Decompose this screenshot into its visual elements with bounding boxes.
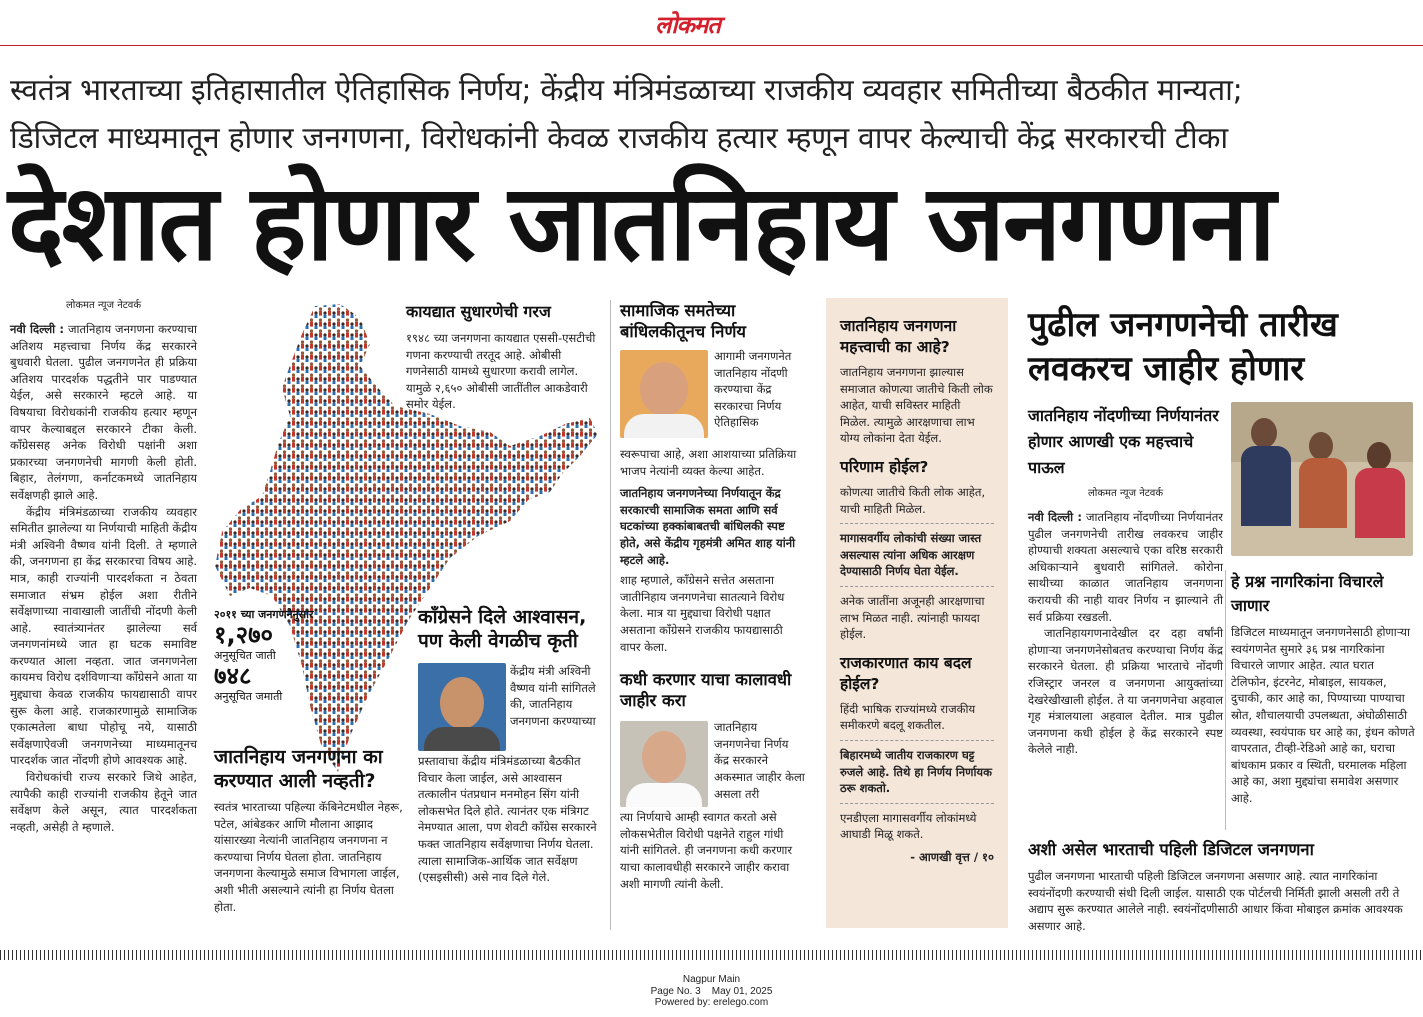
dateline: नवी दिल्ली :	[10, 322, 64, 336]
why-important-box	[826, 298, 1008, 928]
next-census-byline: लोकमत न्यूज नेटवर्क	[1087, 488, 1164, 499]
lead-body-3: विरोधकांची राज्य सरकारे जिथे आहेत, त्यापैकी काही राज्यांनी राजकीय हेतूने जात सर्वेक्षण केले असून, त्यात पारदर्शकता नव्हती, असेही ते म्हणाले.	[10, 770, 197, 834]
amit-shah-photo	[620, 350, 708, 438]
page-bottom-rule	[0, 950, 1423, 960]
st-caption: अनुसूचित जमाती	[214, 690, 283, 703]
social-equality-intro: आगामी जनगणनेत जातनिहाय नोंदणी करण्याचा केंद्र सरकारचा निर्णय ऐतिहासिक	[714, 349, 792, 430]
column-divider	[610, 300, 611, 930]
why-not-earlier-body: स्वतंत्र भारताच्या पहिल्या कॅबिनेटमधील नेहरू, पटेल, आंबेडकर आणि मौलाना आझाद यांसारख्या नेत्यांनी जातनिहाय जनगणना न करण्याचा निर्णय घेतला होता. जातनिहाय जनगणना केल्यामुळे समाज विभागला जाईल, अशी भीती असल्याने त्यांनी हा निर्णय घेतला होता.	[214, 800, 403, 914]
digital-census-story	[1028, 838, 1413, 934]
law-amendment-story	[406, 300, 596, 413]
social-equality-body-2: शाह म्हणाले, काँग्रेसने सत्तेत असताना जातीनिहाय जनगणनेचा सातत्याने विरोध केला. मात्र या मुद्द्याचा विरोधी पक्षात असताना काँग्रेसने राजकीय फायद्यासाठी वापर केला.	[620, 573, 785, 654]
vaishnaw-photo	[418, 663, 506, 751]
congress-promise-head: काँग्रेसने दिले आश्वासन, पण केली वेगळीच कृती	[418, 606, 587, 652]
powered-by: Powered by: erelego.com	[654, 997, 769, 1008]
box-para-5: हिंदी भाषिक राज्यांमध्ये राजकीय समीकरणे बदलू शकतील.	[840, 701, 976, 733]
next-census-subhead: जातनिहाय नोंदणीच्या निर्णयानंतर होणार आणखी एक महत्त्वाचे पाऊल	[1028, 406, 1219, 477]
next-census-paragraph	[1028, 509, 1223, 625]
subhead-line-1: स्वतंत्र भारताच्या इतिहासातील ऐतिहासिक निर्णय; केंद्रीय मंत्रिमंडळाच्या राजकीय व्यवहार समितीच्या बैठकीत मान्यता;	[10, 73, 1243, 108]
timeline-demand-intro: जातनिहाय जनगणनेचा निर्णय केंद्र सरकारने अकस्मात जाहीर केला असला तरी	[714, 720, 805, 801]
lead-paragraph	[10, 321, 197, 504]
why-not-earlier-story	[214, 745, 404, 915]
why-not-earlier-head: जातनिहाय जनगणना का करण्यात आली नव्हती?	[214, 746, 383, 792]
sc-count: १,२७०	[214, 621, 274, 649]
congress-promise-story	[418, 605, 603, 886]
sc-caption: अनुसूचित जाती	[214, 649, 276, 662]
digital-census-head: अशी असेल भारताची पहिली डिजिटल जनगणना	[1028, 840, 1314, 859]
masthead	[0, 0, 1423, 46]
next-census-body-2: जातनिहायगणनादेखील दर दहा वर्षांनी होणाऱ्या जनगणनेसोबतच करण्याचा निर्णय केंद्र सरकारने घेतला. ही प्रक्रिया भारताचे नोंदणी रजिस्ट्रार जनरल व जनगणना आयुक्तांच्या देखरेखीखाली होईल. ते या जनगणनेचा अहवाल गृह मंत्रालयाला अहवाल देतील. मात्र पुढील जनगणना कधी होईल हे केंद्र सरकारने स्पष्ट केलेले नाही.	[1028, 626, 1223, 757]
next-census-body: जातनिहाय नोंदणीच्या निर्णयानंतर पुढील जनगणनेची तारीख लवकरच जाहीर होण्याची शक्यता असल्याचे एका वरिष्ठ सरकारी अधिकाऱ्याने बुधवारी सांगितले. कोरोना साथीच्या काळात जातनिहाय जनगणना करायची की नाही यावर निर्णय न झाल्याने ती सर्व प्रक्रिया रखडली.	[1028, 510, 1224, 624]
column-divider-right	[1225, 570, 1226, 830]
congress-promise-body: प्रस्तावाचा केंद्रीय मंत्रिमंडळाच्या बैठकीत विचार केला जाईल, असे आश्वासन तत्कालीन पंतप्रधान मनमोहन सिंग यांनी लोकसभेत दिले होते. त्यानंतर एक मंत्रिगट नेमण्यात आला, पण शेवटी काँग्रेस सरकारने फक्त जातनिहाय सर्वेक्षणाचा निर्णय घेतला. त्याला सामाजिक-आर्थिक जात सर्वेक्षण (एसइसीसी) असे नाव दिले गेले.	[418, 754, 597, 885]
next-census-dateline: नवी दिल्ली :	[1028, 510, 1083, 524]
lead-body: जातनिहाय जनगणना करण्याचा अतिशय महत्त्वाचा निर्णय केंद्र सरकारने बुधवारी घेतला. पुढील जनगणनेत ही प्रक्रिया अतिशय पारदर्शक पद्धतीने पार पाडण्यात येईल, असे सरकारने म्हटले आहे. या विषयाचा विरोधकांनी राजकीय हत्यार म्हणून वापर केल्याबद्दल सरकारने टीका केली. काँग्रेससह अनेक विरोधी पक्षांनी अशा प्रकारच्या जनगणनेची मागणी केली होती. बिहार, तेलंगणा, कर्नाटकमध्ये जातनिहाय सर्वेक्षणही झाले आहे.	[10, 322, 197, 502]
social-equality-body: स्वरूपाचा आहे, अशा आशयाच्या प्रतिक्रिया भाजप नेत्यांनी व्यक्त केल्या आहेत.	[620, 447, 797, 478]
page-headline: देशात होणार जातनिहाय जनगणना	[8, 162, 1274, 284]
lokmat-logo: लोकमत	[655, 10, 720, 39]
timeline-demand-body: त्या निर्णयाचे आम्ही स्वागत करतो असे लोकसभेतील विरोधी पक्षनेते राहुल गांधी यांनी सांगितले. ही जनगणना कधी करणार याचा कालावधीही सरकारने जाहीर करावा अशी मागणी त्यांनी केली.	[620, 810, 793, 891]
questions-body: डिजिटल माध्यमातून जनगणनेसाठी होणाऱ्या स्वयंगणनेत सुमारे ३६ प्रश्न नागरिकांना विचारले जाणार आहेत. त्यात घरात टेलिफोन, इंटरनेट, मोबाइल, सायकल, दुचाकी, कार आहे का, पिण्याच्या पाण्याचा स्रोत, शौचालयाची उपलब्धता, अंघोळीसाठी व्यवस्था, स्वयंपाक घर आहे का, इंधन कोणते वापरतात, टीव्ही-रेडिओ आहे का, घराचा बांधकाम प्रकार व स्थिती, घरमालक महिला आहे का, अशा मुद्द्यांचा समावेश असणार आहे.	[1231, 625, 1415, 805]
box-para-6: बिहारमध्ये जातीय राजकारण घट्ट रुजले आहे. तिथे हा निर्णय निर्णायक ठरू शकतो.	[840, 747, 992, 796]
social-equality-head: सामाजिक समतेच्या बांधिलकीतूनच निर्णय	[620, 301, 746, 341]
lead-story	[10, 297, 197, 835]
continued-marker: - आणखी वृत्त / १०	[910, 849, 994, 864]
box-para-7: एनडीएला मागासवर्गीय लोकांमध्ये आघाडी मिळू शकते.	[840, 810, 977, 842]
census-label: २०११ च्या जनगणनेनुसार	[214, 608, 314, 621]
next-census-headline: पुढील जनगणनेची तारीख लवकरच जाहीर होणार	[1028, 305, 1338, 389]
timeline-demand-head: कधी करणार याचा कालावधी जाहीर करा	[620, 670, 792, 711]
box-head-1: जातनिहाय जनगणना महत्त्वाची का आहे?	[840, 317, 957, 356]
page-date: May 01, 2025	[711, 985, 773, 997]
questions-story	[1231, 570, 1416, 807]
rahul-gandhi-photo	[620, 721, 708, 807]
byline: लोकमत न्यूज नेटवर्क	[65, 300, 142, 311]
box-para-3: मागासवर्गीय लोकांची संख्या जास्त असल्यास त्यांना अधिक आरक्षण देण्यासाठी निर्णय घेता येईल.	[840, 531, 982, 579]
box-para-2: कोणत्या जातीचे किती लोक आहेत, याची माहिती मिळेल.	[840, 484, 986, 516]
census-survey-photo	[1231, 402, 1413, 556]
page-number: Page No. 3	[650, 985, 701, 997]
census-figures	[214, 608, 314, 703]
box-para-4: अनेक जातींना अजूनही आरक्षणाचा लाभ मिळत नाही. त्यांनाही फायदा होईल.	[840, 593, 985, 642]
box-head-3: राजकारणात काय बदल होईल?	[840, 653, 972, 693]
st-count: ७४८	[214, 662, 252, 690]
law-amendment-head: कायद्यात सुधारणेची गरज	[406, 302, 551, 321]
subhead-line-2: डिजिटल माध्यमातून होणार जनगणना, विरोधकांनी केवळ राजकीय हत्यार म्हणून वापर केल्याची केंद्र सरकारची टीका	[10, 121, 1228, 156]
box-head-2: परिणाम होईल?	[840, 457, 929, 476]
social-equality-quote: जातनिहाय जनगणनेच्या निर्णयातून केंद्र सरकारची सामाजिक समता आणि सर्व घटकांच्या हक्कांबाबतची बांधिलकी स्पष्ट होते, असे केंद्रीय गृहमंत्री अमित शाह यांनी म्हटले आहे.	[620, 486, 796, 567]
epaper-footer	[0, 974, 1423, 1009]
edition-name: Nagpur Main	[682, 974, 741, 985]
digital-census-body: पुढील जनगणना भारताची पहिली डिजिटल जनगणना असणार आहे. त्यात नागरिकांना स्वयंनोंदणी करण्याची संधी दिली जाईल. यासाठी एक पोर्टलची निर्मिती झाली असली तरी ते अद्याप सुरू करण्यात आलेले नाही. स्वयंनोंदणीसाठी आधार किंवा मोबाइल क्रमांक आवश्यक असणार आहे.	[1028, 869, 1403, 933]
questions-head: हे प्रश्न नागरिकांना विचारले जाणार	[1231, 572, 1384, 615]
lead-body-2: केंद्रीय मंत्रिमंडळाच्या राजकीय व्यवहार समितीत झालेल्या या निर्णयाची माहिती केंद्रीय मंत्री अश्विनी वैष्णव यांनी दिली. ते म्हणाले की, जनगणना हा केंद्र सरकारचा विषय आहे. मात्र, काही राज्यांनी पारदर्शकता न ठेवता समाजात संभ्रम होईल अशा रीतीने सर्वेक्षणाच्या नावाखाली जातींची नोंदणी केली आहे. स्वातंत्र्यानंतर झालेल्या सर्व जनगणनांमध्ये जात हा घटक समाविष्ट करण्यात आला नव्हता. जात जनगणनेला कायमच विरोध दर्शविणाऱ्या काँग्रेसने आता या मुद्द्याचा केवळ राजकीय फायद्यासाठी वापर सुरू केला आहे. राजकारणामुळे सामाजिक एकात्मतेला बाधा पोहोचू नये, यासाठी सर्वेक्षणाऐवजी जनगणनेच्या माध्यमातूनच पारदर्शक जात नोंदणी होणे आवश्यक आहे.	[10, 504, 197, 768]
congress-promise-intro: केंद्रीय मंत्री अश्विनी वैष्णव यांनी सांगितले की, जातनिहाय जनगणना करण्याच्या	[510, 664, 596, 728]
next-census-story	[1028, 403, 1223, 758]
law-amendment-body: १९४८ च्या जनगणना कायद्यात एससी-एसटीची गणना करण्याची तरतूद आहे. ओबीसी गणनेसाठी यामध्ये सुधारणा करावी लागेल. यामुळे २,६५० ओबीसी जातींतील आकडेवारी समोर येईल.	[406, 331, 596, 412]
social-equality-story	[620, 300, 805, 892]
box-para-1: जातनिहाय जनगणना झाल्यास समाजात कोणत्या जातीचे किती लोक आहेत, याची सविस्तर माहिती मिळेल. त्यामुळे आरक्षणाचा लाभ योग्य लोकांना देता येईल.	[840, 365, 993, 446]
